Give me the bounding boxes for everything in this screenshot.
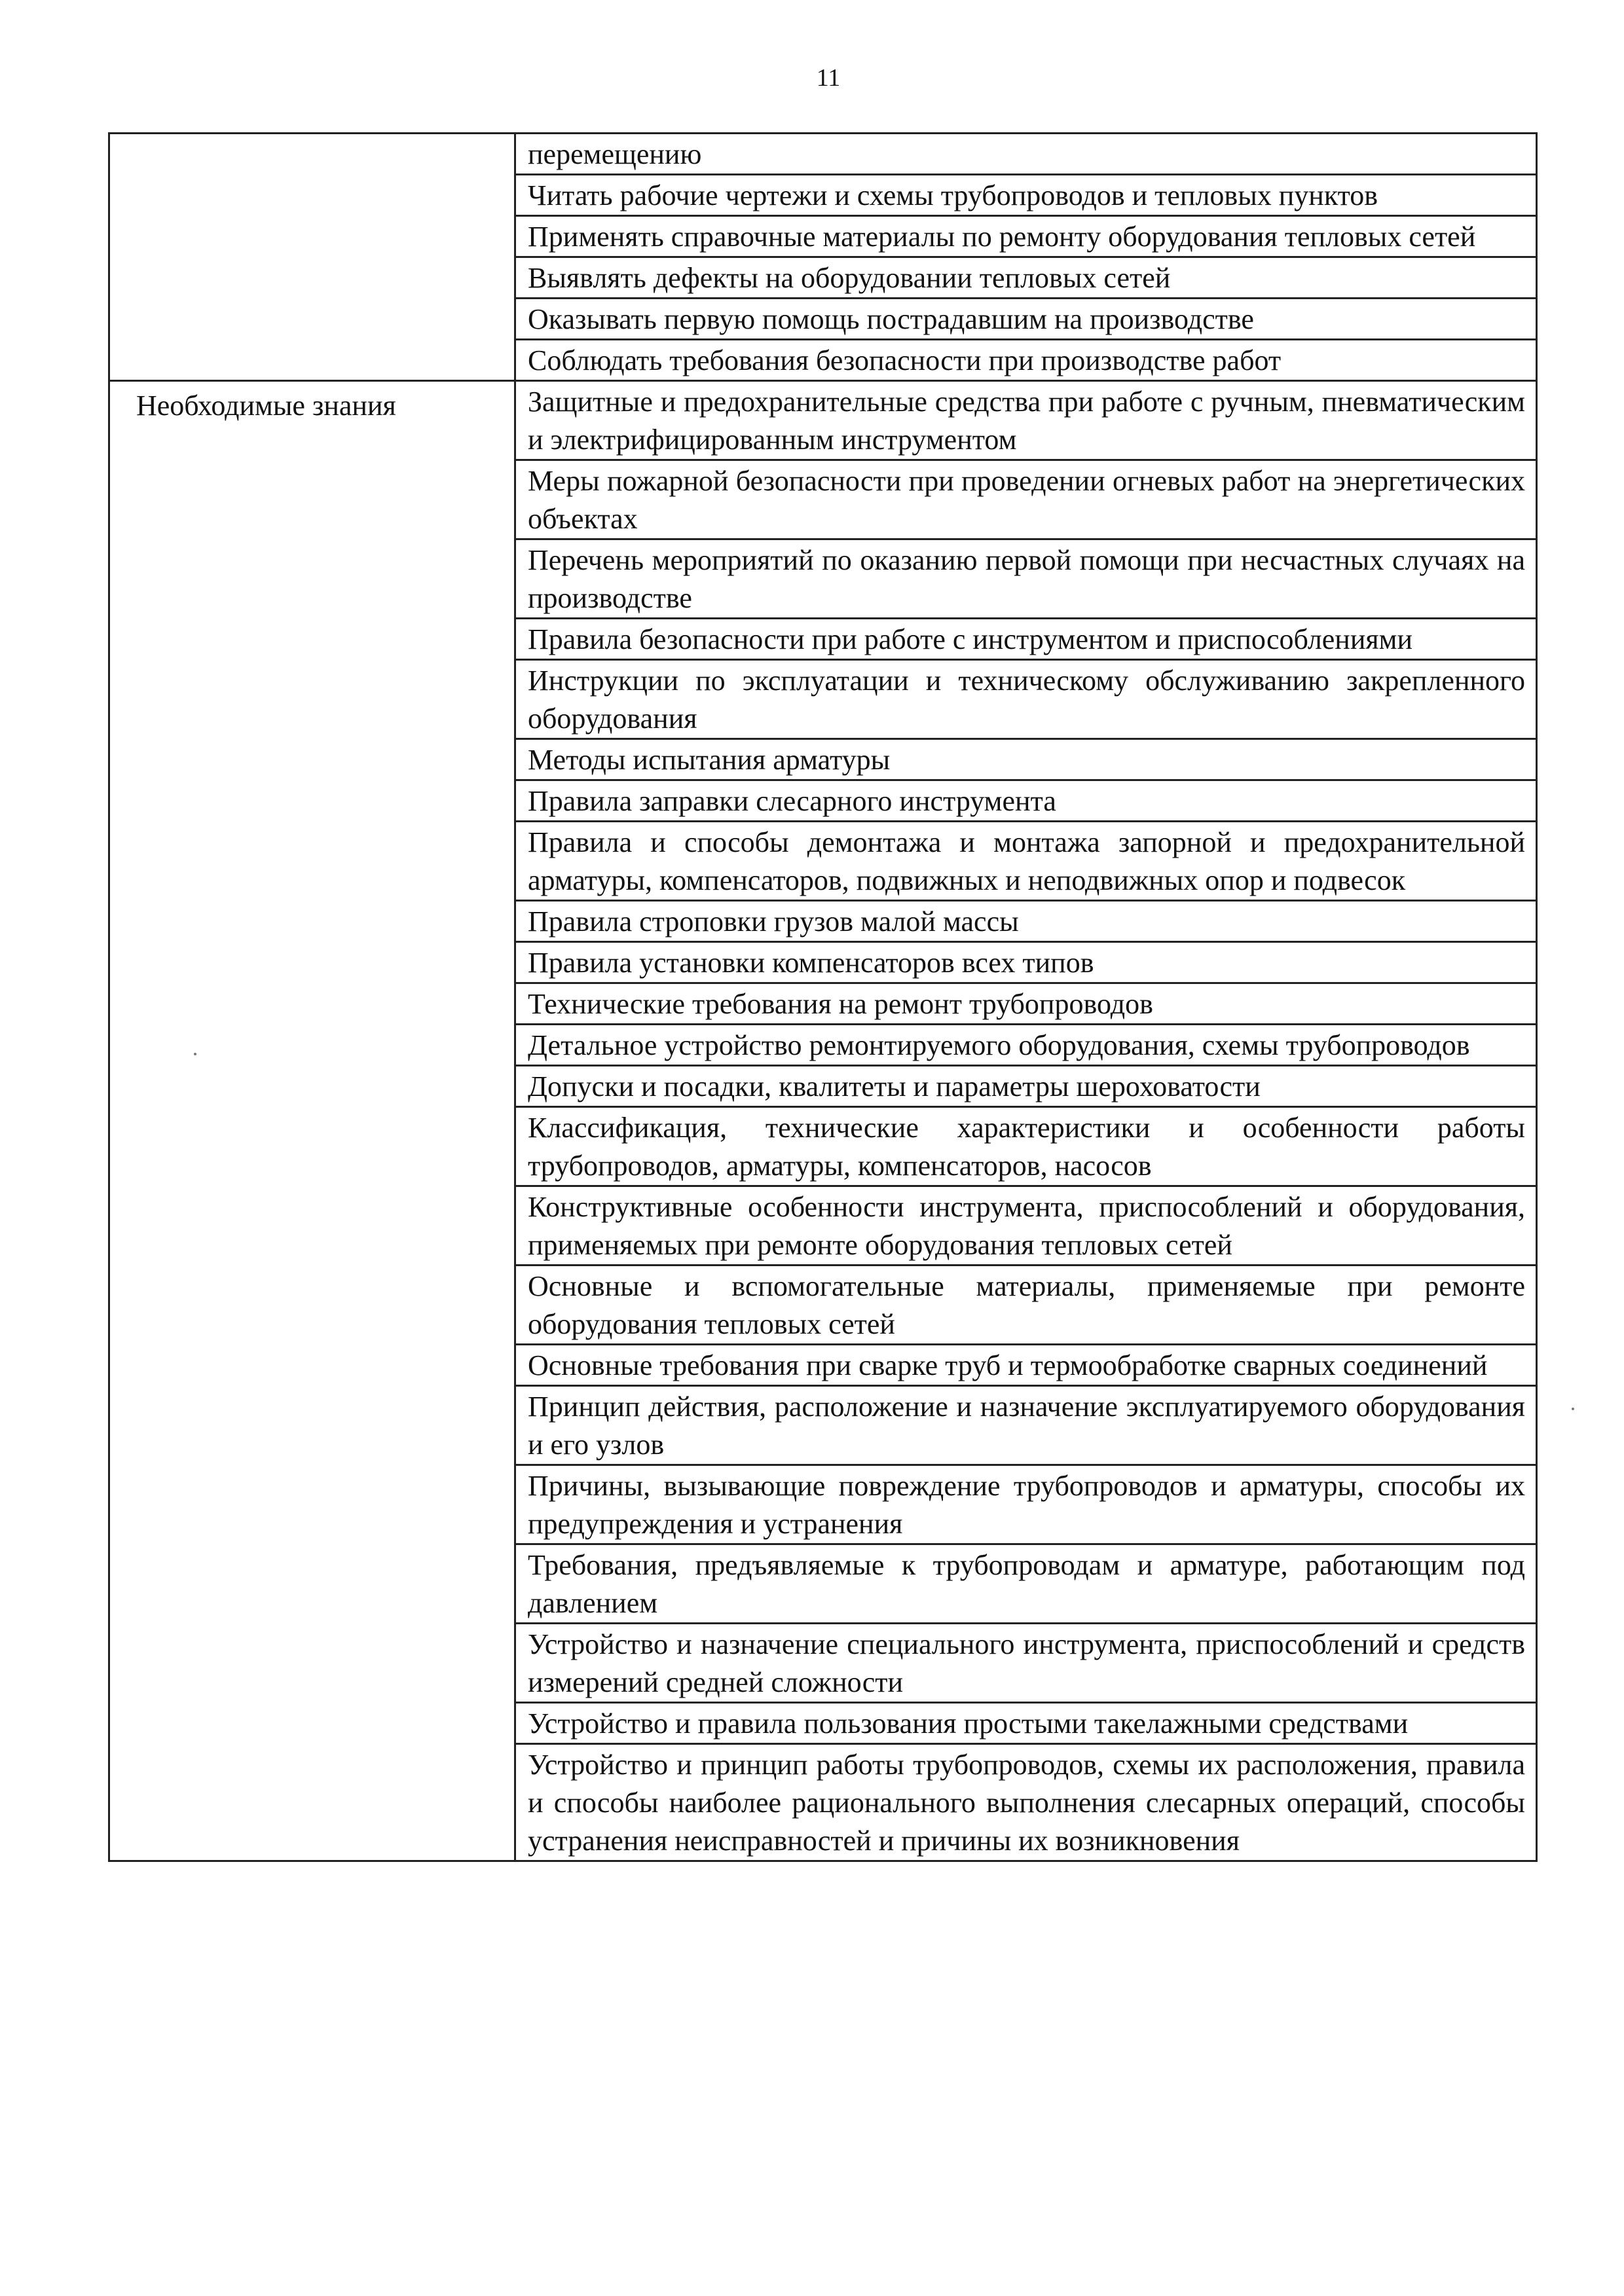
requirement-item: Детальное устройство ремонтируемого оборудования, схемы трубопроводов xyxy=(515,1025,1537,1066)
requirement-item: Технические требования на ремонт трубопроводов xyxy=(515,983,1537,1025)
table-row xyxy=(109,381,1537,460)
scan-speck xyxy=(1572,1408,1574,1410)
requirement-item: Устройство и назначение специального инструмента, приспособлений и средств измерений средней сложности xyxy=(515,1624,1537,1703)
requirement-item: Правила строповки грузов малой массы xyxy=(515,901,1537,942)
table-row xyxy=(109,134,1537,175)
section-label xyxy=(109,134,515,381)
requirement-item: Принцип действия, расположение и назначение эксплуатируемого оборудования и его узлов xyxy=(515,1386,1537,1465)
requirement-item: Основные и вспомогательные материалы, применяемые при ремонте оборудования тепловых сетей xyxy=(515,1266,1537,1345)
requirement-item: Соблюдать требования безопасности при производстве работ xyxy=(515,340,1537,381)
requirement-item: Устройство и принцип работы трубопроводов, схемы их расположения, правила и способы наиболее рационального выполнения слесарных операций, способы устранения неисправностей и причины их возникновения xyxy=(515,1744,1537,1861)
requirement-item: Конструктивные особенности инструмента, приспособлений и оборудования, применяемых при ремонте оборудования тепловых сетей xyxy=(515,1186,1537,1266)
section-label: Необходимые знания xyxy=(109,381,515,1861)
requirement-item: Оказывать первую помощь пострадавшим на производстве xyxy=(515,299,1537,340)
page-number: 11 xyxy=(816,64,841,92)
requirement-item: Правила безопасности при работе с инструментом и приспособлениями xyxy=(515,619,1537,660)
requirement-item: перемещению xyxy=(515,134,1537,175)
requirement-item: Устройство и правила пользования простыми такелажными средствами xyxy=(515,1703,1537,1744)
requirement-item: Допуски и посадки, квалитеты и параметры шероховатости xyxy=(515,1066,1537,1107)
requirement-item: Причины, вызывающие повреждение трубопроводов и арматуры, способы их предупреждения и устранения xyxy=(515,1465,1537,1544)
scan-speck xyxy=(194,1053,196,1055)
requirement-item: Классификация, технические характеристики и особенности работы трубопроводов, арматуры, компенсаторов, насосов xyxy=(515,1107,1537,1186)
requirement-item: Выявлять дефекты на оборудовании тепловых сетей xyxy=(515,257,1537,299)
requirement-item: Методы испытания арматуры xyxy=(515,739,1537,780)
requirement-item: Применять справочные материалы по ремонту оборудования тепловых сетей xyxy=(515,216,1537,257)
requirement-item: Правила и способы демонтажа и монтажа запорной и предохранительной арматуры, компенсаторов, подвижных и неподвижных опор и подвесок xyxy=(515,822,1537,901)
requirement-item: Меры пожарной безопасности при проведении огневых работ на энергетических объектах xyxy=(515,460,1537,539)
requirement-item: Инструкции по эксплуатации и техническому обслуживанию закрепленного оборудования xyxy=(515,660,1537,739)
competency-table xyxy=(108,132,1538,1862)
requirement-item: Перечень мероприятий по оказанию первой помощи при несчастных случаях на производстве xyxy=(515,539,1537,619)
requirement-item: Правила заправки слесарного инструмента xyxy=(515,780,1537,822)
requirement-item: Требования, предъявляемые к трубопроводам и арматуре, работающим под давлением xyxy=(515,1544,1537,1624)
competency-table-body xyxy=(109,134,1537,1861)
requirement-item: Правила установки компенсаторов всех типов xyxy=(515,942,1537,983)
requirement-item: Защитные и предохранительные средства при работе с ручным, пневматическим и электрифицированным инструментом xyxy=(515,381,1537,460)
requirement-item: Основные требования при сварке труб и термообработке сварных соединений xyxy=(515,1345,1537,1386)
requirement-item: Читать рабочие чертежи и схемы трубопроводов и тепловых пунктов xyxy=(515,175,1537,216)
